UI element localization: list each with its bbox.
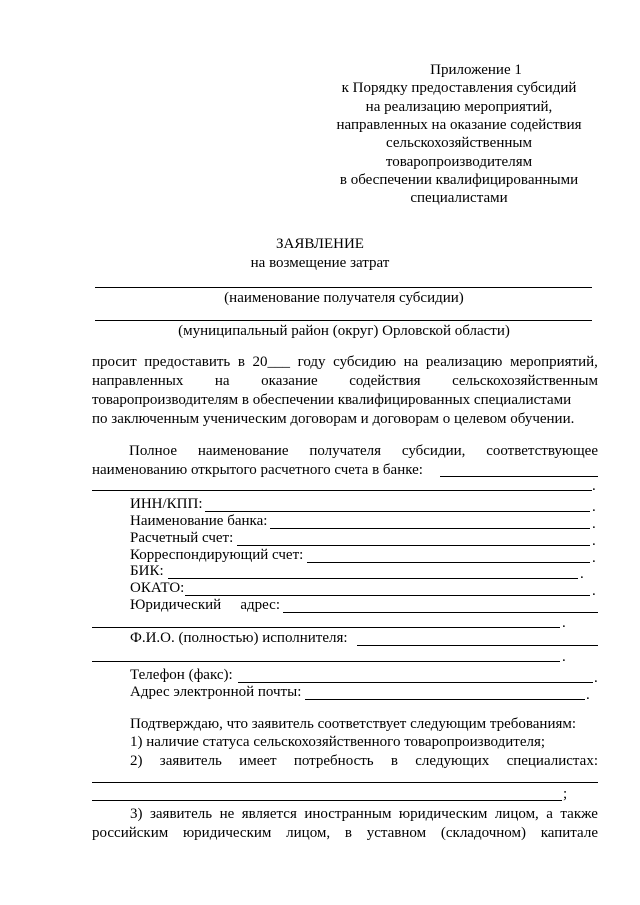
fullname-line-1 — [129, 443, 598, 460]
recipient-caption: (наименование получателя субсидии) — [224, 290, 464, 306]
confirm-item-3-line-1 — [130, 806, 598, 823]
word: юридическим — [182, 825, 272, 841]
word: (складочном) — [440, 825, 526, 841]
word: лицом, — [286, 825, 331, 841]
legal-address-label — [130, 597, 280, 614]
inn-label: ИНН/КПП: — [130, 496, 203, 512]
account-field[interactable] — [237, 545, 590, 546]
legal-address-field-2[interactable] — [92, 627, 560, 628]
fullname-field-1[interactable] — [440, 476, 598, 477]
word: предоставить — [144, 354, 231, 370]
word: субсидию — [333, 354, 397, 370]
corr-account-field[interactable] — [307, 562, 590, 563]
word: также — [560, 806, 598, 822]
appendix-line: товаропроизводителям — [385, 153, 533, 170]
word: заявитель — [159, 753, 222, 769]
district-field[interactable] — [95, 320, 592, 321]
specialists-field-2[interactable] — [92, 800, 562, 801]
district-caption: (муниципальный район (округ) Орловской области) — [178, 323, 510, 339]
word: Полное — [129, 443, 177, 459]
okato-label: ОКАТО: — [130, 580, 185, 596]
legal-address-field-1[interactable] — [283, 612, 598, 613]
word: году — [297, 354, 326, 370]
word: капитале — [540, 825, 598, 841]
appendix-line: сельскохозяйственным — [386, 135, 532, 152]
recipient-name-field[interactable] — [95, 287, 592, 288]
account-label: Расчетный счет: — [130, 530, 234, 546]
appendix-line: Приложение 1 — [430, 62, 522, 78]
account-period: . — [592, 533, 596, 549]
email-period: . — [586, 687, 590, 703]
executor-field-1[interactable] — [357, 645, 598, 646]
word: адрес: — [240, 597, 280, 613]
word: имеет — [239, 753, 277, 769]
fullname-field-2[interactable] — [92, 490, 592, 491]
corr-period: . — [592, 550, 596, 566]
request-line-2 — [92, 373, 598, 390]
bik-label: БИК: — [130, 563, 164, 579]
word: соответствующее — [486, 443, 598, 459]
executor-field-2[interactable] — [92, 661, 560, 662]
word: следующих — [415, 753, 490, 769]
word: специалистах: — [506, 753, 598, 769]
bank-label: Наименование банка: — [130, 513, 268, 529]
email-field[interactable] — [305, 699, 585, 700]
phone-field[interactable] — [238, 682, 593, 683]
confirm-item-1: 1) наличие статуса сельскохозяйственного товаропроизводителя; — [130, 734, 546, 750]
document-title: ЗАЯВЛЕНИЕ — [276, 236, 364, 252]
document-subtitle: на возмещение затрат — [250, 255, 390, 271]
word: на — [214, 373, 230, 389]
request-line-4: по заключенным ученическим договорам и договорам о целевом обучении. — [92, 411, 575, 427]
word: Юридический — [130, 597, 222, 613]
phone-label: Телефон (факс): — [130, 667, 233, 683]
legal-period: . — [562, 615, 566, 631]
bik-period: . — [580, 566, 584, 582]
request-line-3: товаропроизводителям в обеспечении квалифицированных специалистами — [92, 392, 572, 408]
word: уставном — [366, 825, 427, 841]
word: российским — [92, 825, 169, 841]
word: иностранным — [304, 806, 392, 822]
word: просит — [92, 354, 137, 370]
okato-field[interactable] — [185, 595, 590, 596]
inn-period: . — [592, 499, 596, 515]
executor-period: . — [562, 649, 566, 665]
appendix-line: направленных на оказание содействия — [336, 116, 582, 133]
word: лицом, — [494, 806, 539, 822]
word: в — [344, 825, 352, 841]
email-label: Адрес электронной почты: — [130, 684, 302, 700]
confirm-item-2 — [130, 753, 598, 770]
appendix-line: к Порядку предоставления субсидий — [341, 80, 577, 97]
bank-field[interactable] — [270, 528, 590, 529]
word: наименование — [197, 443, 289, 459]
word: заявитель — [149, 806, 213, 822]
word: юридическим — [398, 806, 488, 822]
okato-period: . — [592, 583, 596, 599]
appendix-line: в обеспечении квалифицированными — [339, 171, 579, 188]
word: 20___ — [252, 354, 290, 370]
appendix-line: специалистами — [410, 190, 508, 207]
word: не — [219, 806, 235, 822]
request-line-1 — [92, 354, 598, 371]
word: потребность — [293, 753, 374, 769]
word: направленных — [92, 373, 184, 389]
word: является — [241, 806, 297, 822]
fullname-line-2: наименованию открытого расчетного счета в банке: — [92, 462, 423, 478]
fullname-period: . — [592, 478, 596, 494]
specialists-field-1[interactable] — [92, 782, 598, 783]
word: оказание — [261, 373, 318, 389]
word: сельскохозяйственным — [452, 373, 598, 389]
confirm-intro: Подтверждаю, что заявитель соответствует следующим требованиям: — [130, 716, 577, 732]
specialists-semicolon: ; — [563, 786, 568, 802]
word: в — [390, 753, 398, 769]
word: субсидии, — [401, 443, 466, 459]
appendix-line: на реализацию мероприятий, — [365, 98, 553, 115]
word: реализацию — [425, 354, 503, 370]
word: мероприятий, — [509, 354, 598, 370]
word: 3) — [130, 806, 143, 822]
executor-label: Ф.И.О. (полностью) исполнителя: — [130, 630, 348, 646]
confirm-item-3-line-2 — [92, 825, 598, 842]
word: 2) — [130, 753, 143, 769]
bank-period: . — [592, 516, 596, 532]
inn-field[interactable] — [205, 511, 590, 512]
phone-period: . — [594, 670, 598, 686]
bik-field[interactable] — [168, 578, 578, 579]
word: а — [546, 806, 553, 822]
word: на — [403, 354, 419, 370]
word: получателя — [309, 443, 382, 459]
word: содействия — [349, 373, 421, 389]
word: в — [237, 354, 245, 370]
corr-account-label: Корреспондирующий счет: — [130, 547, 304, 563]
